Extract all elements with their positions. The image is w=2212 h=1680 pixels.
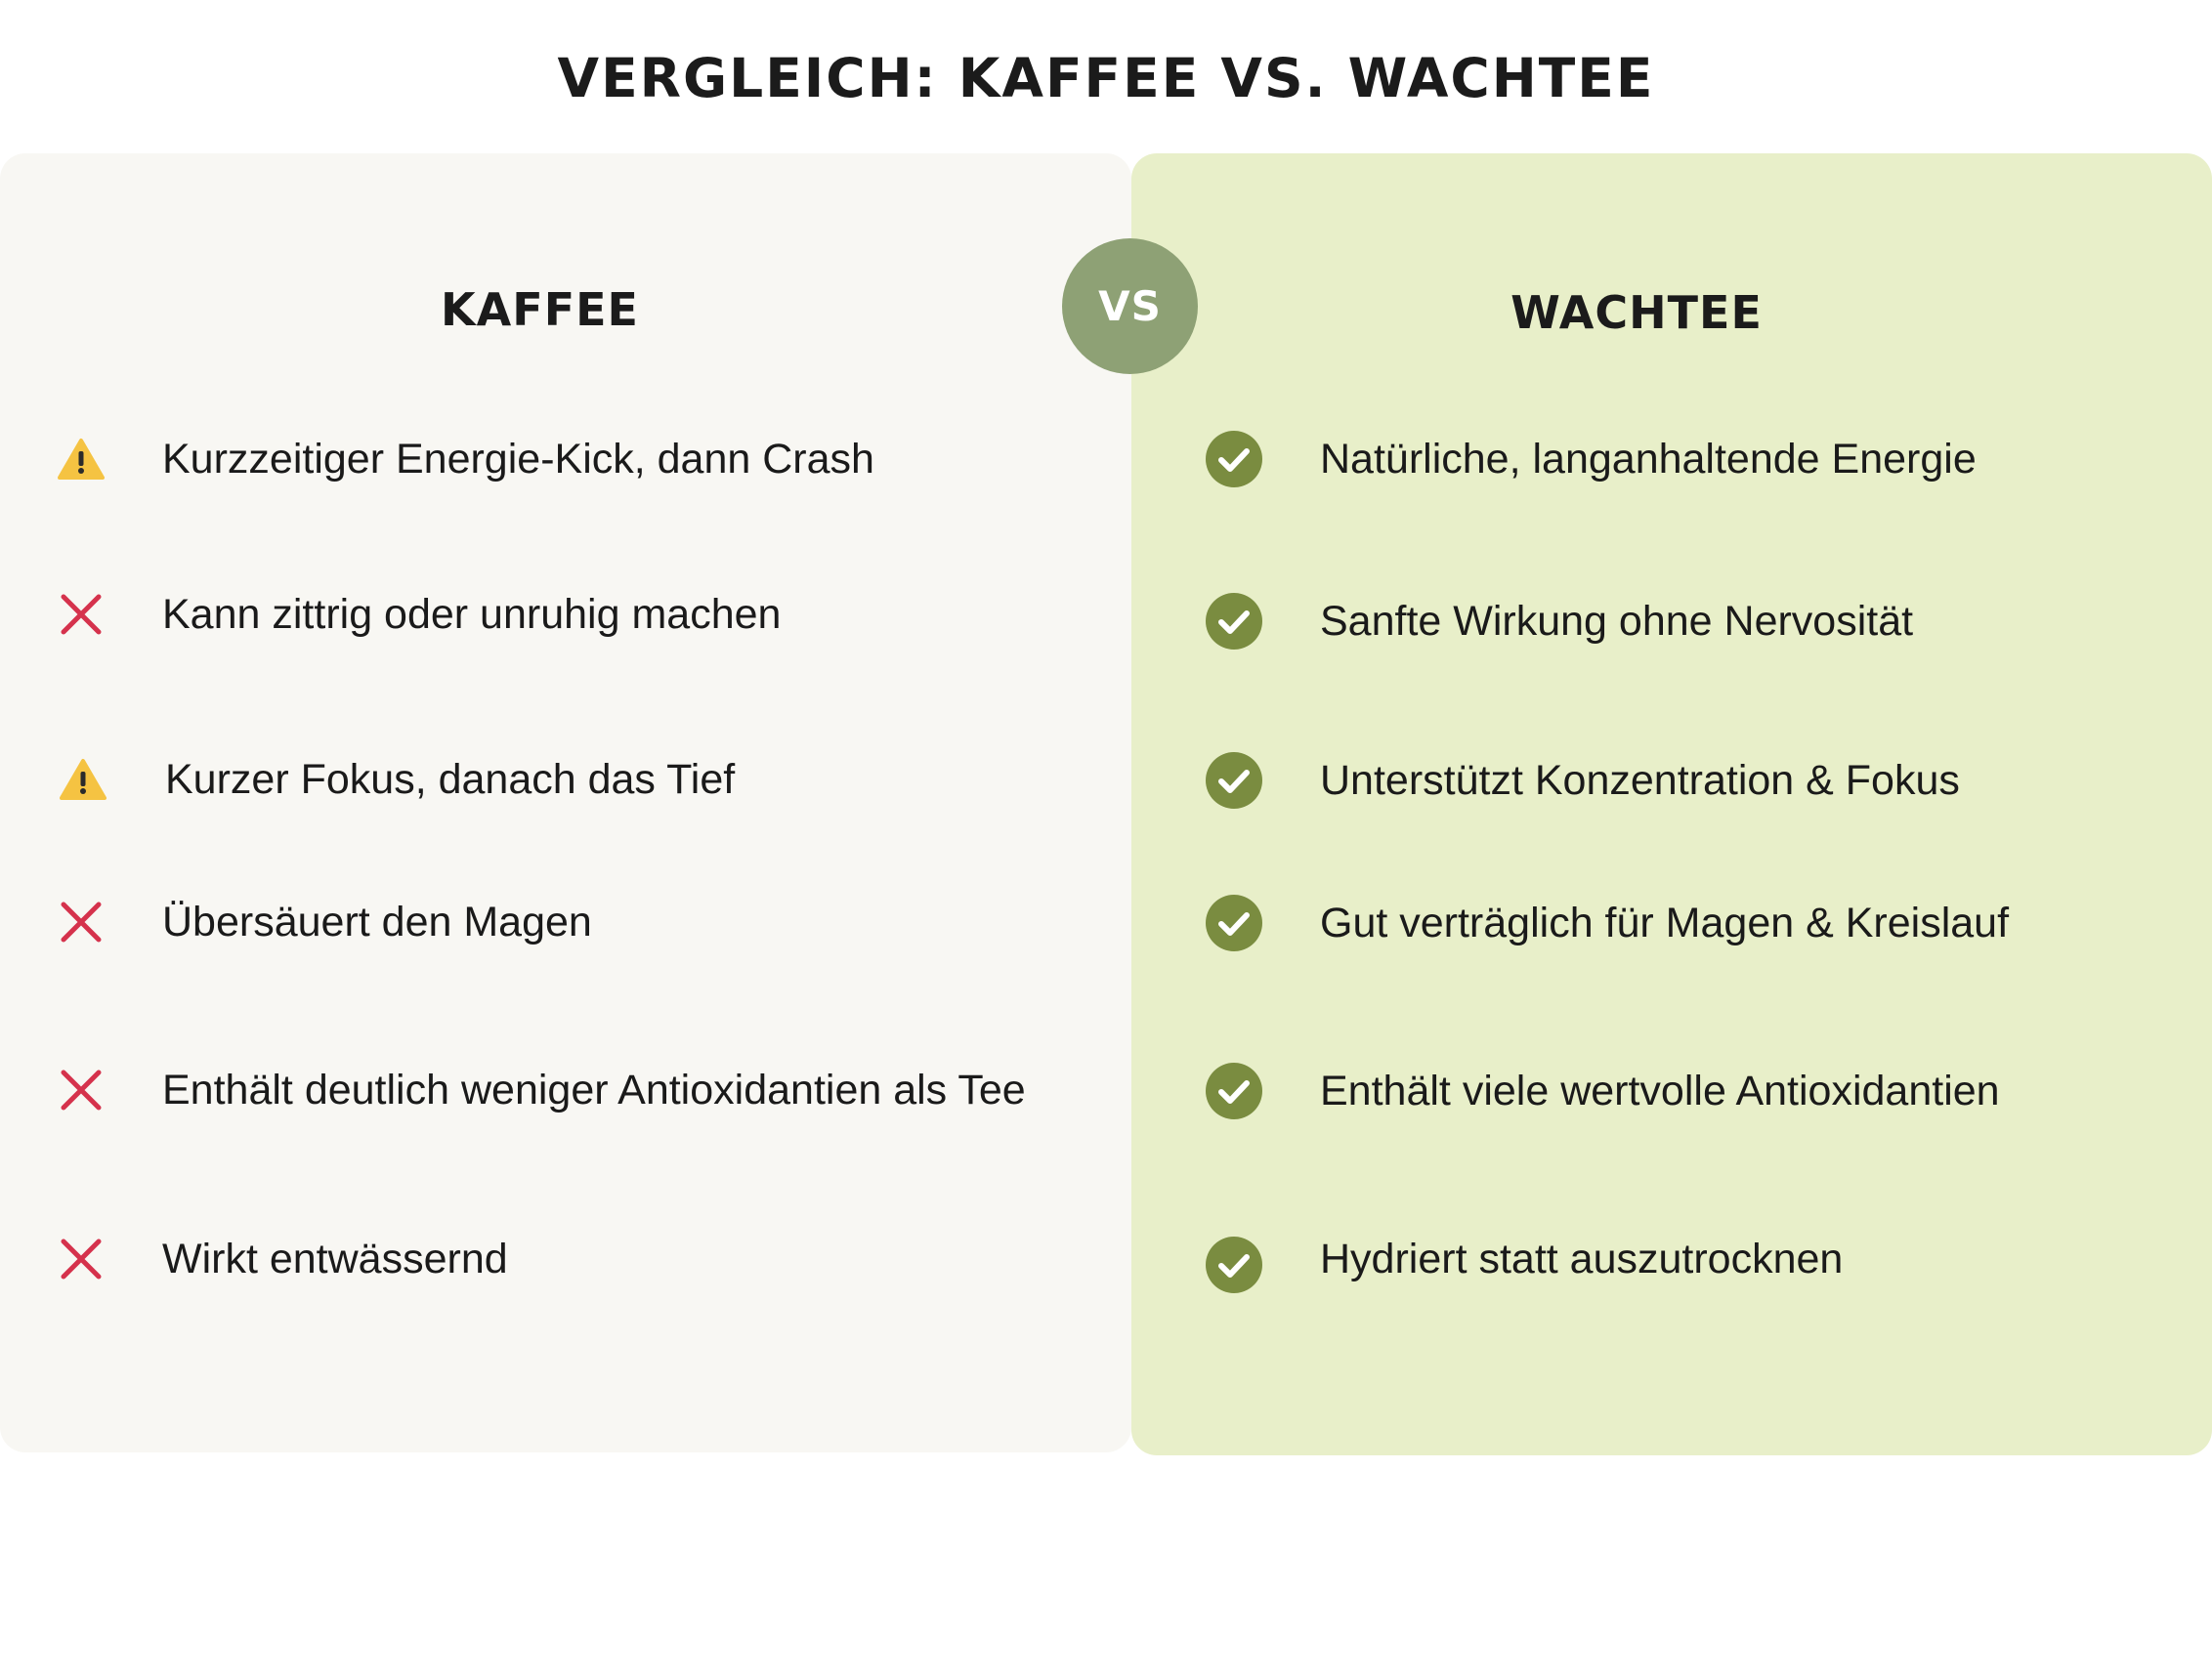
wachtee-item (1131, 889, 2212, 957)
wachtee-panel (1131, 153, 2212, 1455)
page-title: VERGLEICH: KAFFEE VS. WACHTEE (557, 47, 1655, 109)
check-circle-icon (1200, 889, 1268, 957)
wachtee-header: WACHTEE (1510, 286, 1763, 339)
kaffee-item-text: Übersäuert den Magen (162, 899, 592, 945)
check-circle-icon (1200, 1231, 1268, 1299)
kaffee-item (0, 1225, 1131, 1293)
wachtee-item (1131, 1057, 2212, 1125)
check-circle-icon (1200, 1057, 1268, 1125)
warning-icon (49, 745, 117, 814)
kaffee-item-text: Kurzer Fokus, danach das Tief (165, 756, 736, 803)
wachtee-item-text: Enthält viele wertvolle Antioxidantien (1320, 1068, 2000, 1114)
cross-icon (47, 1056, 115, 1124)
kaffee-item (0, 1056, 1131, 1124)
check-circle-icon (1200, 587, 1268, 655)
cross-icon (47, 888, 115, 956)
kaffee-item (0, 745, 1131, 814)
wachtee-item (1131, 587, 2212, 655)
wachtee-item (1131, 425, 2212, 493)
kaffee-panel (0, 153, 1131, 1452)
check-circle-icon (1200, 425, 1268, 493)
kaffee-header: KAFFEE (441, 283, 639, 336)
wachtee-item-text: Gut verträglich für Magen & Kreislauf (1320, 900, 2010, 946)
wachtee-item-text: Natürliche, langanhaltende Energie (1320, 436, 1977, 483)
kaffee-item (0, 580, 1131, 649)
wachtee-item-text: Sanfte Wirkung ohne Nervosität (1320, 598, 1914, 645)
warning-icon (47, 425, 115, 493)
kaffee-item-text: Kurzzeitiger Energie-Kick, dann Crash (162, 436, 874, 483)
cross-icon (47, 580, 115, 649)
cross-icon (47, 1225, 115, 1293)
check-circle-icon (1200, 746, 1268, 815)
wachtee-item (1131, 746, 2212, 815)
wachtee-item-text: Hydriert statt auszutrocknen (1320, 1236, 1844, 1282)
vs-badge: VS (1062, 238, 1198, 374)
kaffee-item (0, 425, 1131, 493)
kaffee-item-text: Kann zittrig oder unruhig machen (162, 591, 782, 638)
wachtee-item-text: Unterstützt Konzentration & Fokus (1320, 757, 1960, 804)
kaffee-item-text: Wirkt entwässernd (162, 1236, 508, 1282)
kaffee-item-text: Enthält deutlich weniger Antioxidantien als Tee (162, 1067, 1026, 1113)
kaffee-item (0, 888, 1131, 956)
wachtee-item (1131, 1225, 2212, 1293)
